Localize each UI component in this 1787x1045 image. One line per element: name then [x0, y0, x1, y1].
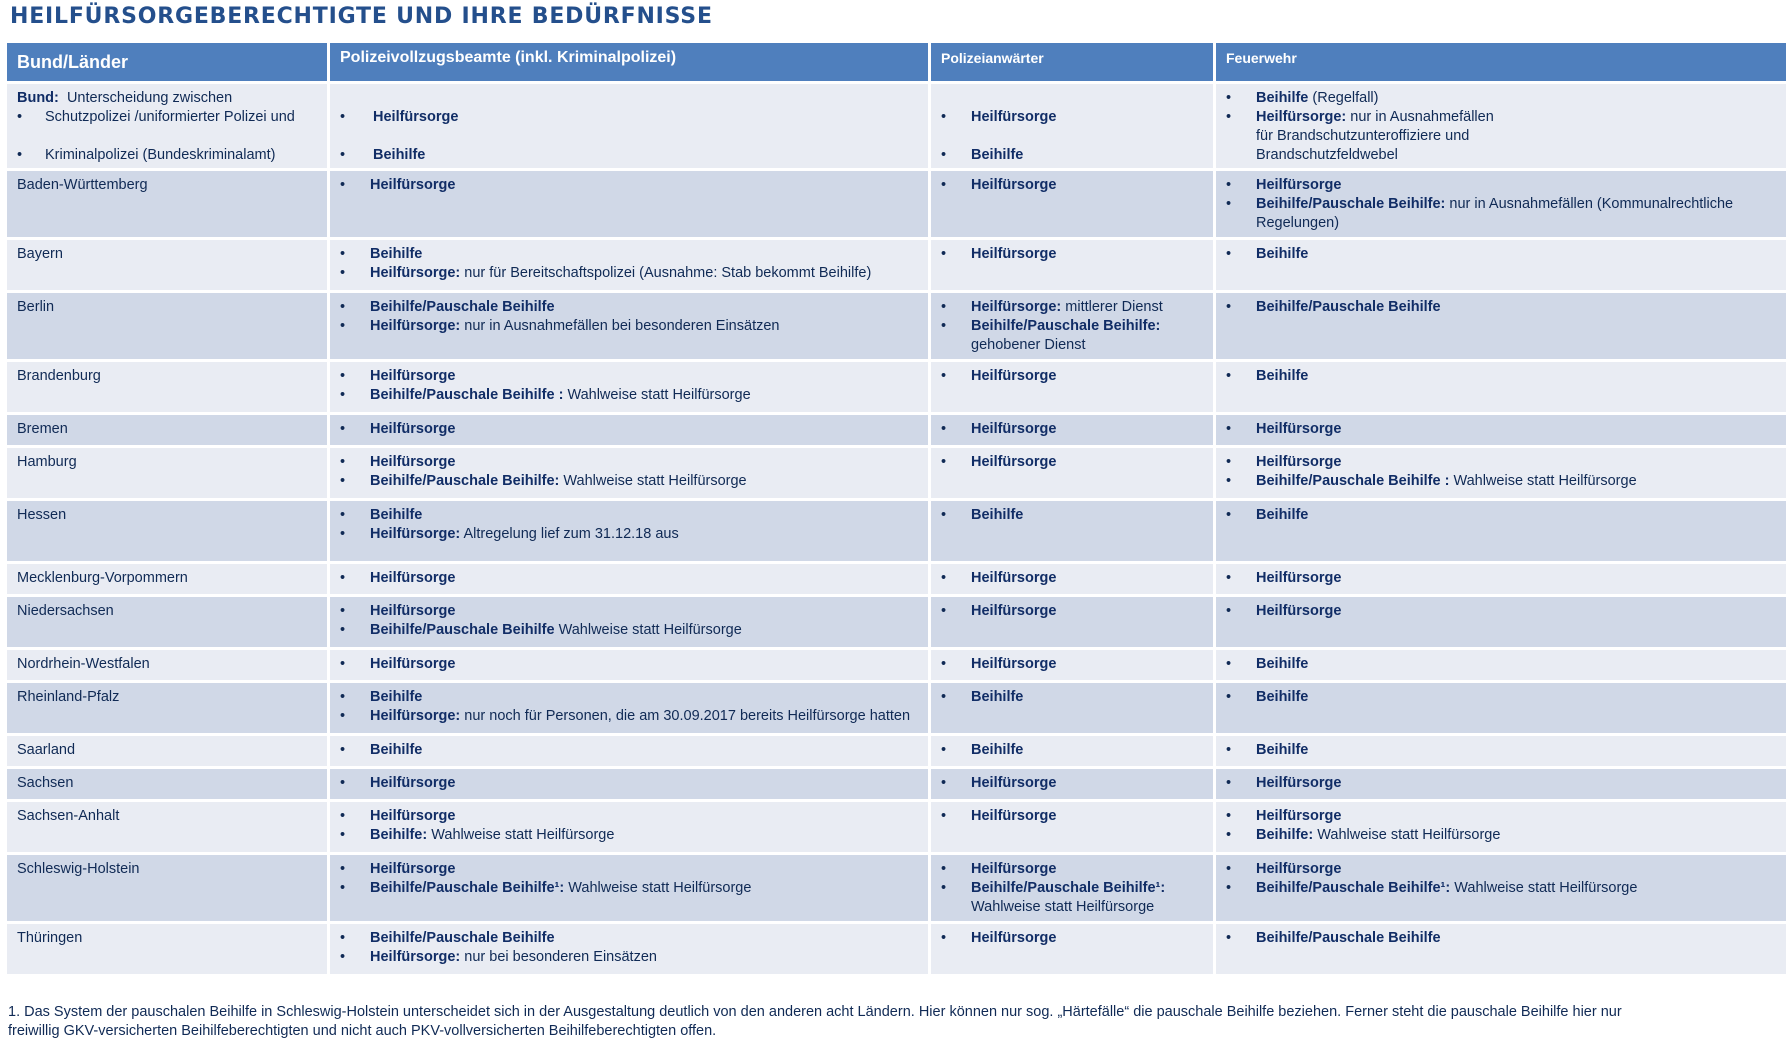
- list-item: • Beihilfe: [941, 689, 1024, 705]
- cell-land: Sachsen: [7, 769, 327, 799]
- cell-fw-bund: • Beihilfe (Regelfall) • Heilfürsorge: nur in Ausnahmefällen für Brandschutzunteroffiziere und Brandschutzfeldwebel: [1216, 84, 1786, 168]
- cell-pvb-bund: • Heilfürsorge • Beihilfe: [330, 84, 928, 168]
- list-item: • Beihilfe/Pauschale Beihilfe¹: Wahlweise statt Heilfürsorge: [1226, 880, 1638, 896]
- cell-polizeivollzugsbeamte: [330, 924, 928, 974]
- cell-land: Niedersachsen: [7, 597, 327, 647]
- list-item: • Heilfürsorge: [941, 656, 1057, 672]
- table-row-thueringen: [7, 924, 1786, 974]
- list-item: • Heilfürsorge: nur bei besonderen Einsätzen: [340, 949, 657, 965]
- list-item: • Beihilfe/Pauschale Beihilfe: [1226, 299, 1441, 315]
- list-item: • Heilfürsorge: [1226, 454, 1342, 470]
- list-item: • Beihilfe: [1226, 689, 1309, 705]
- table-row-bremen: [7, 415, 1786, 445]
- list-item: • Beihilfe/Pauschale Beihilfe : Wahlweise statt Heilfürsorge: [1226, 473, 1637, 489]
- table-row-baden-wuerttemberg: [7, 171, 1786, 237]
- cell-land: Berlin: [7, 293, 327, 359]
- list-item: • Heilfürsorge: nur für Bereitschaftspolizei (Ausnahme: Stab bekommt Beihilfe): [340, 265, 872, 281]
- cell-polizeivollzugsbeamte: [330, 802, 928, 852]
- list-item: • Heilfürsorge: [340, 808, 456, 824]
- cell-polizeivollzugsbeamte: [330, 736, 928, 766]
- list-item: • Heilfürsorge: [1226, 808, 1342, 824]
- list-item: • Heilfürsorge: [941, 177, 1057, 193]
- list-item: • Beihilfe/Pauschale Beihilfe: [340, 930, 555, 946]
- cell-feuerwehr: [1216, 501, 1786, 561]
- table-row-hamburg: [7, 448, 1786, 498]
- cell-polizeivollzugsbeamte: [330, 171, 928, 237]
- table-row-brandenburg: [7, 362, 1786, 412]
- cell-feuerwehr: [1216, 650, 1786, 680]
- table-row-schleswig-holstein: [7, 855, 1786, 921]
- footnote: 1. Das System der pauschalen Beihilfe in Schleswig-Holstein unterscheidet sich in der Ausgestaltung deutlich von den anderen acht Ländern. Hier können nur sog. „Härtefälle“ die pauschale Beihilfe beziehen. Ferner steht die pauschale Beihilfe hier nur freiwillig GKV-versicherten Beihilfeberechtigten und nicht auch PKV-vollversicherten Beihilfeberechtigten offen.: [8, 1004, 1622, 1039]
- cell-polizeianwaerter: [931, 240, 1213, 290]
- list-item: • Heilfürsorge: [941, 570, 1057, 586]
- list-item: • Beihilfe: [340, 246, 423, 262]
- list-item: • Heilfürsorge: [340, 775, 456, 791]
- list-item: • Heilfürsorge: [941, 454, 1057, 470]
- cell-polizeianwaerter: [931, 650, 1213, 680]
- cell-polizeivollzugsbeamte: [330, 597, 928, 647]
- header-polizeivollzugsbeamte: Polizeivollzugsbeamte (inkl. Kriminalpolizei): [330, 43, 928, 81]
- cell-polizeivollzugsbeamte: [330, 448, 928, 498]
- cell-polizeivollzugsbeamte: [330, 415, 928, 445]
- list-item: • Heilfürsorge: nur noch für Personen, die am 30.09.2017 bereits Heilfürsorge hatten: [340, 708, 911, 724]
- list-item: • Beihilfe/Pauschale Beihilfe¹: Wahlweise statt Heilfürsorge: [340, 880, 752, 896]
- table-row-rheinland-pfalz: [7, 683, 1786, 733]
- list-item: • Beihilfe/Pauschale Beihilfe: nur in Ausnahmefällen (Kommunalrechtliche: [1226, 196, 1734, 212]
- cell-pa-bund: • Heilfürsorge • Beihilfe: [931, 84, 1213, 168]
- list-item: • Beihilfe: [1226, 656, 1309, 672]
- list-item: • Heilfürsorge: [941, 368, 1057, 384]
- list-item: • Heilfürsorge: [340, 603, 456, 619]
- cell-polizeivollzugsbeamte: [330, 362, 928, 412]
- list-item: • Heilfürsorge: [340, 861, 456, 877]
- cell-feuerwehr: [1216, 769, 1786, 799]
- table-header-row: [7, 43, 1786, 81]
- cell-polizeivollzugsbeamte: [330, 240, 928, 290]
- list-item: • Beihilfe: [340, 689, 423, 705]
- table-row-sachsen-anhalt: [7, 802, 1786, 852]
- list-item: • Heilfürsorge: [941, 603, 1057, 619]
- cell-land: Hamburg: [7, 448, 327, 498]
- list-item: • Beihilfe: [1226, 246, 1309, 262]
- table-row-bayern: [7, 240, 1786, 290]
- table-row-berlin: [7, 293, 1786, 359]
- cell-land-bund: Bund: Unterscheidung zwischen • Schutzpolizei /uniformierter Polizei und • Kriminalpolizei (Bundeskriminalamt): [7, 84, 327, 168]
- cell-land: Baden-Württemberg: [7, 171, 327, 237]
- cell-feuerwehr: [1216, 362, 1786, 412]
- cell-land: Mecklenburg-Vorpommern: [7, 564, 327, 594]
- cell-polizeivollzugsbeamte: [330, 564, 928, 594]
- cell-polizeivollzugsbeamte: [330, 501, 928, 561]
- cell-polizeianwaerter: [931, 769, 1213, 799]
- table-row-niedersachsen: [7, 597, 1786, 647]
- cell-feuerwehr: [1216, 240, 1786, 290]
- cell-land: Brandenburg: [7, 362, 327, 412]
- cell-polizeianwaerter: [931, 802, 1213, 852]
- list-item: • Beihilfe/Pauschale Beihilfe: [1226, 930, 1441, 946]
- cell-land: Schleswig-Holstein: [7, 855, 327, 921]
- list-item: • Heilfürsorge: [340, 421, 456, 437]
- list-item: • Beihilfe/Pauschale Beihilfe:: [941, 318, 1161, 334]
- list-item: • Heilfürsorge: [941, 421, 1057, 437]
- cell-feuerwehr: [1216, 597, 1786, 647]
- list-item: • Beihilfe/Pauschale Beihilfe Wahlweise statt Heilfürsorge: [340, 622, 742, 638]
- cell-feuerwehr: [1216, 683, 1786, 733]
- list-item: • Beihilfe: [941, 742, 1024, 758]
- table-row-nordrhein-westfalen: [7, 650, 1786, 680]
- header-feuerwehr: Feuerwehr: [1216, 43, 1786, 81]
- cell-feuerwehr: [1216, 293, 1786, 359]
- list-item: • Beihilfe: [340, 742, 423, 758]
- cell-polizeianwaerter: • Heilfürsorge: mittlerer Dienst • Beihilfe/Pauschale Beihilfe: gehobener Dienst: [931, 293, 1213, 359]
- cell-polizeianwaerter: [931, 683, 1213, 733]
- cell-land: Thüringen: [7, 924, 327, 974]
- list-item: • Beihilfe/Pauschale Beihilfe : Wahlweise statt Heilfürsorge: [340, 387, 751, 403]
- list-item: • Heilfürsorge: [340, 570, 456, 586]
- cell-polizeianwaerter: [931, 564, 1213, 594]
- cell-polizeianwaerter: [931, 448, 1213, 498]
- cell-polizeianwaerter: [931, 597, 1213, 647]
- cell-polizeianwaerter: [931, 924, 1213, 974]
- list-item: • Beihilfe: Wahlweise statt Heilfürsorge: [1226, 827, 1501, 843]
- list-item: • Heilfürsorge: [1226, 570, 1342, 586]
- list-item: • Heilfürsorge: [1226, 603, 1342, 619]
- cell-polizeianwaerter: [931, 736, 1213, 766]
- list-item: • Beihilfe: [1226, 742, 1309, 758]
- list-item: • Beihilfe/Pauschale Beihilfe: Wahlweise statt Heilfürsorge: [340, 473, 747, 489]
- list-item: • Heilfürsorge: Altregelung lief zum 31.12.18 aus: [340, 526, 679, 542]
- list-item: • Heilfürsorge: [340, 656, 456, 672]
- list-item: • Heilfürsorge: [1226, 177, 1342, 193]
- cell-polizeianwaerter: [931, 362, 1213, 412]
- list-item: • Beihilfe: [340, 507, 423, 523]
- table-row-saarland: [7, 736, 1786, 766]
- cell-feuerwehr: [1216, 564, 1786, 594]
- cell-polizeivollzugsbeamte: [330, 293, 928, 359]
- cell-feuerwehr: [1216, 924, 1786, 974]
- cell-feuerwehr: • Heilfürsorge • Beihilfe/Pauschale Beihilfe: nur in Ausnahmefällen (Kommunalrechtliche Regelungen): [1216, 171, 1786, 237]
- cell-feuerwehr: [1216, 415, 1786, 445]
- cell-land: Saarland: [7, 736, 327, 766]
- cell-polizeianwaerter: • Heilfürsorge • Beihilfe/Pauschale Beihilfe¹: Wahlweise statt Heilfürsorge: [931, 855, 1213, 921]
- table-row-sachsen: [7, 769, 1786, 799]
- header-bund-laender: Bund/Länder: [7, 43, 327, 81]
- cell-feuerwehr: [1216, 448, 1786, 498]
- list-item: • Beihilfe/Pauschale Beihilfe¹:: [941, 880, 1166, 896]
- page-title: HEILFÜRSORGEBERECHTIGTE UND IHRE BEDÜRFNISSE: [10, 4, 713, 29]
- table-row-bund: [7, 84, 1786, 168]
- benefits-table: [4, 40, 1787, 977]
- list-item: • Heilfürsorge: [1226, 861, 1342, 877]
- list-item: • Heilfürsorge: mittlerer Dienst: [941, 299, 1163, 315]
- list-item: • Beihilfe: [941, 507, 1024, 523]
- cell-polizeianwaerter: [931, 415, 1213, 445]
- cell-land: Sachsen-Anhalt: [7, 802, 327, 852]
- list-item: • Heilfürsorge: [941, 808, 1057, 824]
- cell-polizeivollzugsbeamte: [330, 650, 928, 680]
- list-item: • Heilfürsorge: [340, 177, 456, 193]
- cell-land: Rheinland-Pfalz: [7, 683, 327, 733]
- list-item: • Heilfürsorge: [941, 861, 1057, 877]
- cell-polizeianwaerter: [931, 501, 1213, 561]
- header-polizeianwaerter: Polizeianwärter: [931, 43, 1213, 81]
- cell-land: Bayern: [7, 240, 327, 290]
- cell-polizeivollzugsbeamte: [330, 683, 928, 733]
- cell-polizeivollzugsbeamte: [330, 769, 928, 799]
- cell-land: Nordrhein-Westfalen: [7, 650, 327, 680]
- cell-feuerwehr: [1216, 802, 1786, 852]
- table-row-mecklenburg-vorpommern: [7, 564, 1786, 594]
- cell-land: Hessen: [7, 501, 327, 561]
- list-item: • Beihilfe: [1226, 507, 1309, 523]
- list-item: • Beihilfe: [1226, 368, 1309, 384]
- cell-feuerwehr: [1216, 736, 1786, 766]
- cell-polizeivollzugsbeamte: [330, 855, 928, 921]
- list-item: • Heilfürsorge: [340, 454, 456, 470]
- list-item: • Heilfürsorge: [340, 368, 456, 384]
- table-row-hessen: [7, 501, 1786, 561]
- list-item: • Heilfürsorge: [941, 930, 1057, 946]
- list-item: • Heilfürsorge: [941, 775, 1057, 791]
- list-item: • Heilfürsorge: [1226, 775, 1342, 791]
- cell-land: Bremen: [7, 415, 327, 445]
- list-item: • Beihilfe: Wahlweise statt Heilfürsorge: [340, 827, 615, 843]
- list-item: • Heilfürsorge: [1226, 421, 1342, 437]
- list-item: • Heilfürsorge: nur in Ausnahmefällen bei besonderen Einsätzen: [340, 318, 780, 334]
- cell-feuerwehr: [1216, 855, 1786, 921]
- list-item: • Heilfürsorge: [941, 246, 1057, 262]
- list-item: • Beihilfe/Pauschale Beihilfe: [340, 299, 555, 315]
- cell-polizeianwaerter: [931, 171, 1213, 237]
